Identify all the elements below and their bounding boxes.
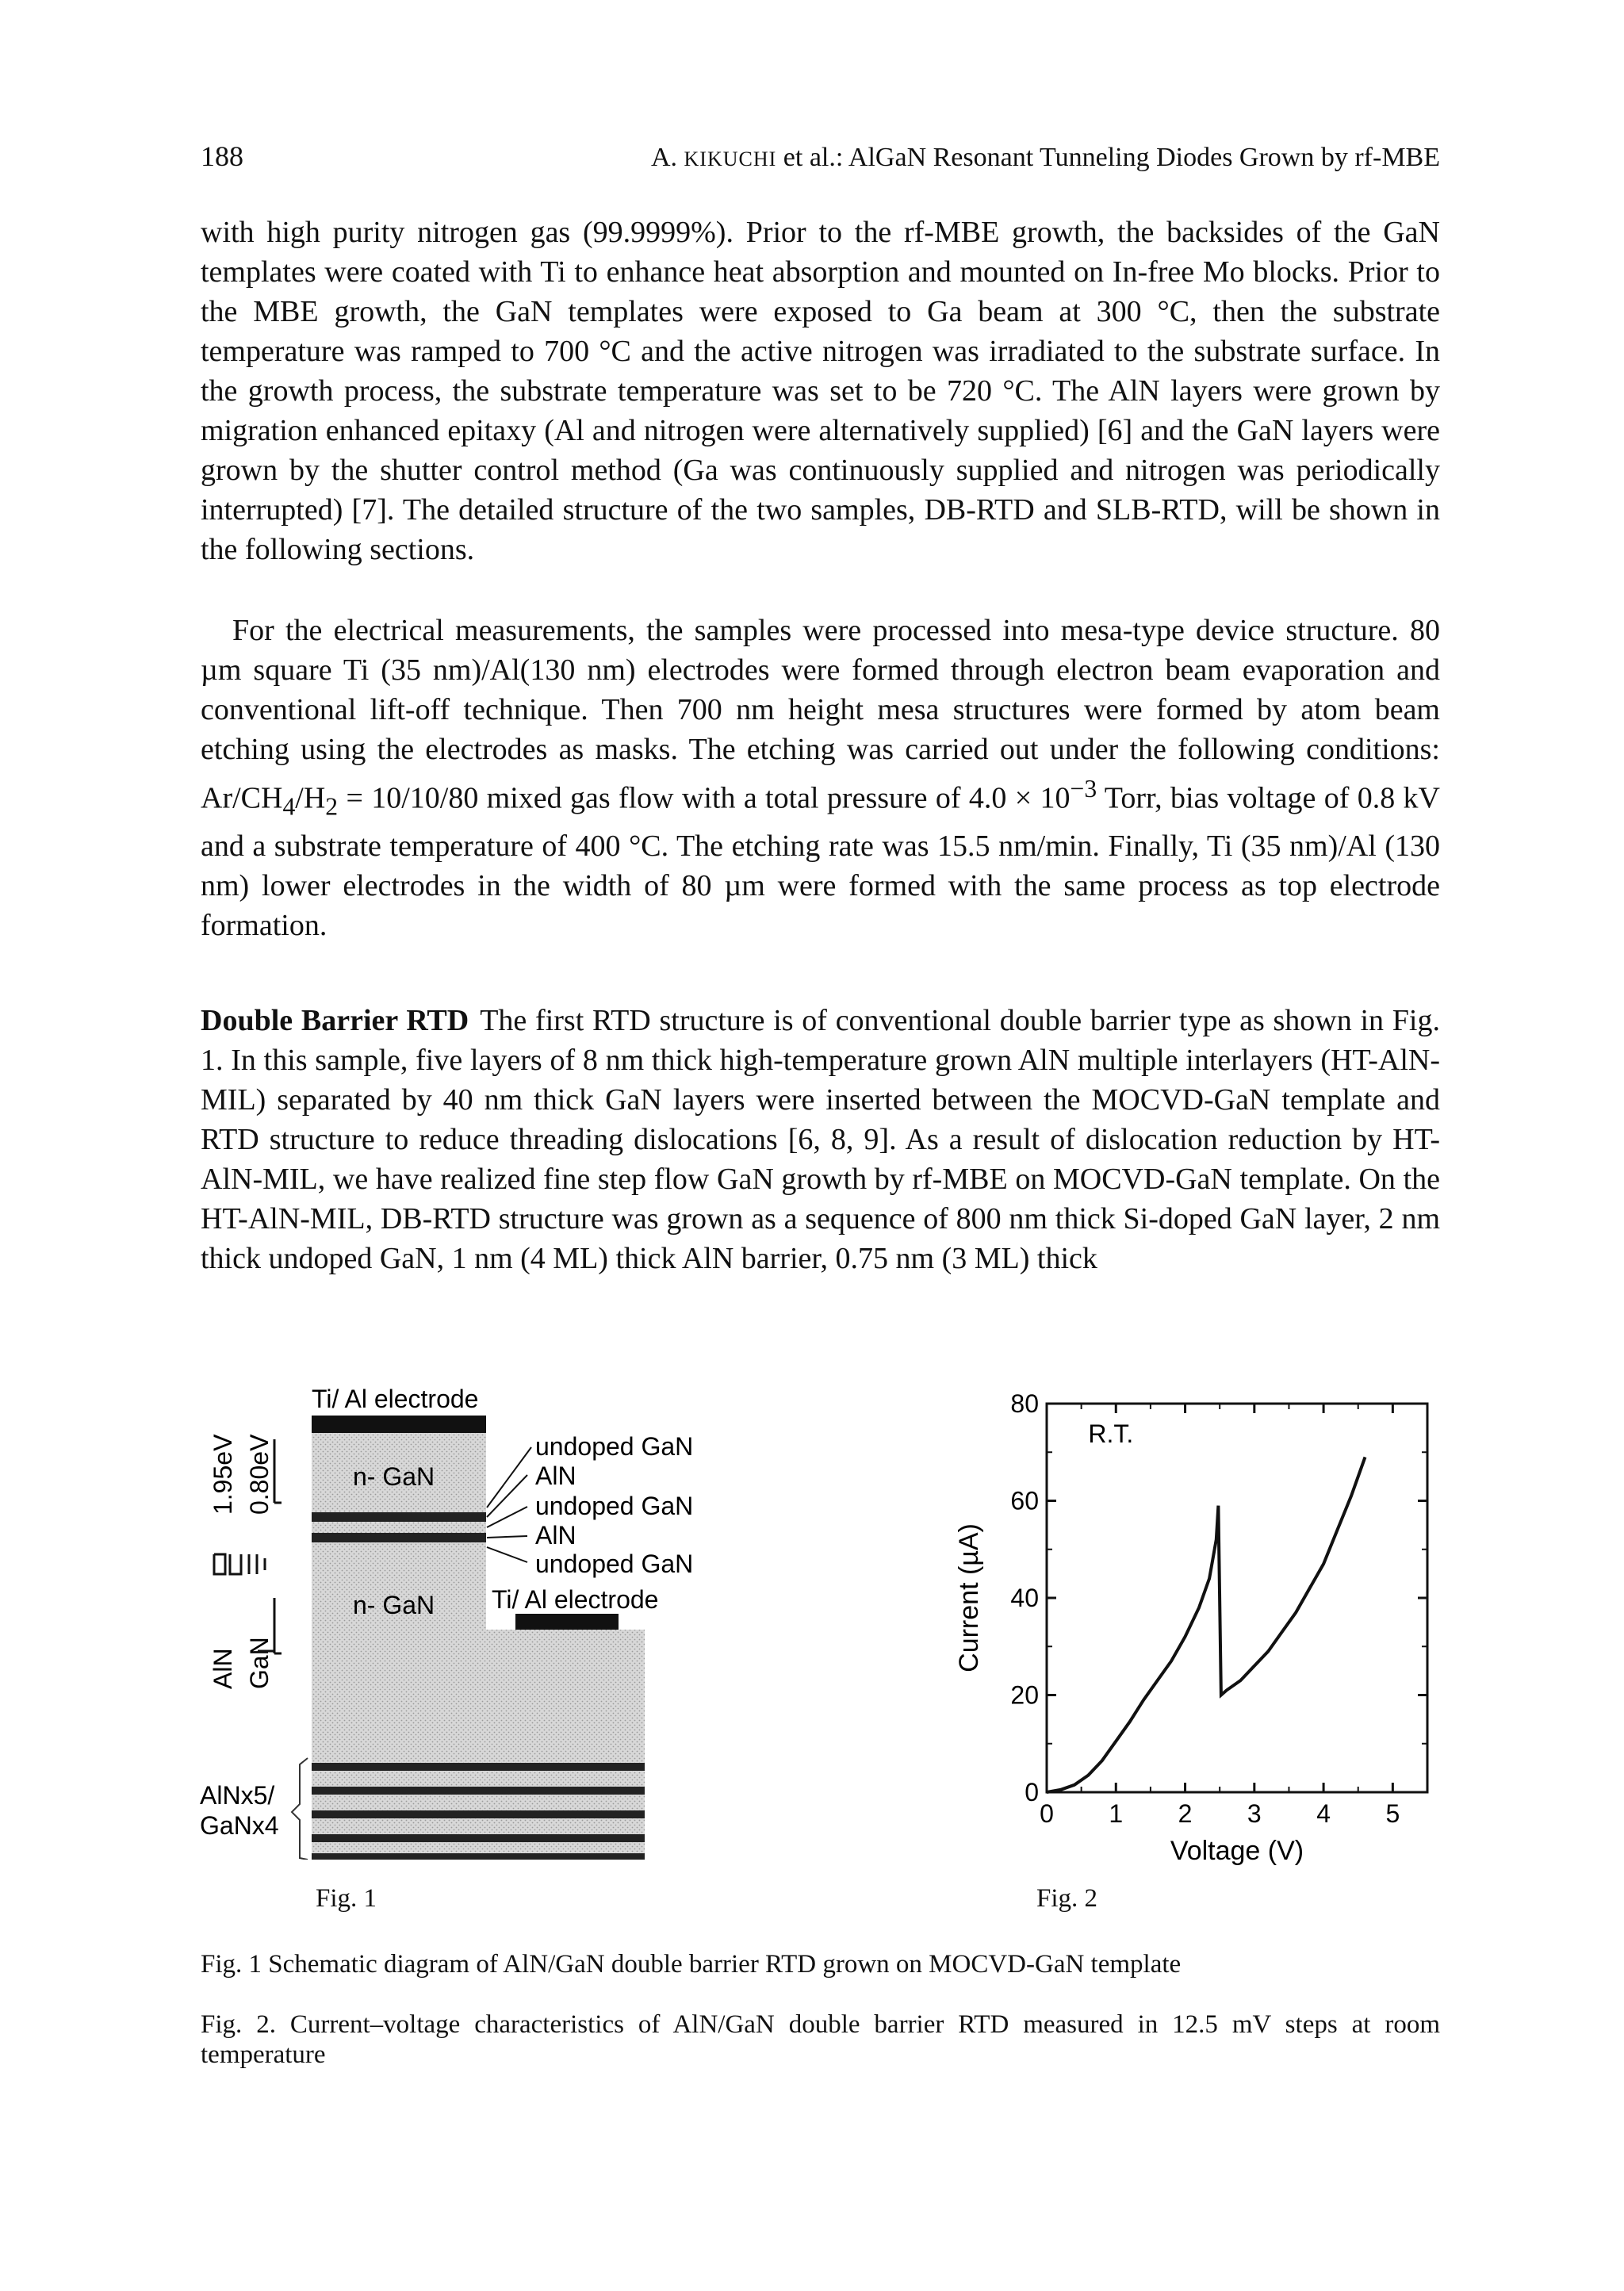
band-gap-label-1: 1.95eV: [209, 1434, 237, 1515]
para2-part3: = 10/10/80 mixed gas flow with a total pressure of 4.0 × 10: [338, 781, 1071, 815]
paragraph-text: [201, 611, 1440, 945]
running-head-initial: A.: [650, 143, 684, 172]
x-tick-label: 5: [1385, 1799, 1400, 1828]
figure-2-label: Fig. 2: [1036, 1884, 1098, 1913]
para2-sub2: 2: [325, 792, 339, 821]
bottom-electrode: [515, 1614, 619, 1630]
body-paragraph-3: [201, 1001, 1440, 1278]
y-tick-label: 60: [1010, 1486, 1039, 1515]
para2-part2: /H: [295, 781, 326, 815]
rtd-layer-stack: [312, 1503, 486, 1552]
iv-curve-line: [1047, 1457, 1365, 1792]
section-heading: Double Barrier RTD: [201, 1004, 469, 1037]
layer-leaders: [487, 1447, 531, 1562]
running-head: [651, 143, 1440, 173]
figure-2-chart: [948, 1384, 1463, 1883]
y-tick-label: 80: [1010, 1389, 1039, 1418]
running-head-title: et al.: AlGaN Resonant Tunneling Diodes Grown by rf-MBE: [776, 143, 1440, 172]
body-paragraph-1: [201, 213, 1440, 569]
band-material-label-2: GaN: [245, 1637, 274, 1689]
x-tick-label: 3: [1247, 1799, 1262, 1828]
band-material-label-1: AlN: [209, 1648, 237, 1689]
figure-2-caption: Fig. 2. Current–voltage characteristics of AlN/GaN double barrier RTD measured in 12.5 mV steps at room temperature: [201, 2010, 1440, 2069]
layer-label-4: AlN: [535, 1521, 576, 1550]
y-tick-label: 0: [1025, 1778, 1039, 1806]
y-tick-label: 40: [1010, 1584, 1039, 1612]
running-head-author: KIKUCHI: [684, 147, 777, 170]
mil-brace: [292, 1758, 308, 1860]
top-electrode: [312, 1416, 486, 1433]
band-gap-label-2: 0.80eV: [245, 1434, 274, 1515]
body-paragraph-2: [201, 611, 1440, 945]
x-axis-label: Voltage (V): [1170, 1836, 1304, 1866]
mil-label-1: AlNx5/: [200, 1781, 275, 1810]
lower-n-gan-label: n- GaN: [353, 1591, 435, 1619]
plot-frame: [1047, 1404, 1427, 1792]
paragraph-text: [201, 1001, 1440, 1278]
x-tick-label: 0: [1040, 1799, 1054, 1828]
lower-n-gan-layer: [312, 1552, 645, 1757]
x-tick-label: 1: [1109, 1799, 1124, 1828]
layer-label-2: AlN: [535, 1462, 576, 1490]
x-tick-label: 4: [1316, 1799, 1331, 1828]
figure-1-diagram: [198, 1384, 737, 1860]
x-tick-label: 2: [1178, 1799, 1193, 1828]
para2-part4: Torr, bias voltage of 0.8 kV and a substrate temperature of 400 °C. The etching rate was 15.5 nm/min. Finally, Ti (35 nm)/Al (130 nm) lower electrodes in the width of 80 µm were formed with the same process as top electrode formation.: [201, 781, 1440, 943]
bottom-electrode-label: Ti/ Al electrode: [492, 1585, 659, 1614]
para3-text: The first RTD structure is of conventional double barrier type as shown in Fig. 1. In this sample, five layers of 8 nm thick high-temperature grown AlN multiple interlayers (HT-AlN-MIL) separated by 40 nm thick GaN layers were inserted between the MOCVD-GaN template and RTD structure to reduce threading dislocations [6, 8, 9]. As a result of dislocation reduction by HT-AlN-MIL, we have realized fine step flow GaN growth by rf-MBE on MOCVD-GaN template. On the HT-AlN-MIL, DB-RTD structure was grown as a sequence of 800 nm thick Si-doped GaN layer, 2 nm thick undoped GaN, 1 nm (4 ML) thick AlN barrier, 0.75 nm (3 ML) thick: [201, 1004, 1440, 1275]
para2-sup1: −3: [1070, 775, 1097, 803]
upper-n-gan-label: n- GaN: [353, 1462, 435, 1491]
y-tick-label: 20: [1010, 1680, 1039, 1710]
layer-label-3: undoped GaN: [535, 1492, 694, 1520]
page-number: 188: [201, 140, 243, 172]
chart-annotation: R.T.: [1088, 1419, 1134, 1448]
para2-sub1: 4: [282, 792, 296, 821]
y-axis-label: Current (µA): [954, 1523, 984, 1672]
layer-label-5: undoped GaN: [535, 1550, 694, 1578]
layer-label-1: undoped GaN: [535, 1432, 694, 1461]
aln-gan-mil-stack: [312, 1757, 645, 1860]
mil-label-2: GaNx4: [200, 1811, 279, 1840]
figure-1-label: Fig. 1: [316, 1884, 377, 1913]
paragraph-text: with high purity nitrogen gas (99.9999%). Prior to the rf-MBE growth, the backsides of the GaN templates were coated with Ti to enhance heat absorption and mounted on In-free Mo blocks. Prior to the MBE growth, the GaN templates were exposed to Ga beam at 300 °C, then the substrate temperature was ramped to 700 °C and the active nitrogen was irradiated to the substrate surface. In the growth process, the substrate temperature was set to be 720 °C. The AlN layers were grown by migration enhanced epitaxy (Al and nitrogen were alternatively supplied) [6] and the GaN layers were grown by the shutter control method (Ga was continuously supplied and nitrogen was periodically interrupted) [7]. The detailed structure of the two samples, DB-RTD and SLB-RTD, will be shown in the following sections.: [201, 216, 1440, 566]
figure-1-caption: Fig. 1 Schematic diagram of AlN/GaN double barrier RTD grown on MOCVD-GaN template: [201, 1950, 1182, 1979]
top-electrode-label: Ti/ Al electrode: [312, 1385, 479, 1413]
para2-part1: For the electrical measurements, the samples were processed into mesa-type device structure. 80 µm square Ti (35 nm)/Al(130 nm) electrodes were formed through electron beam evaporation and conventional lift-off technique. Then 700 nm height mesa structures were formed by atom beam etching using the electrodes as masks. The etching was carried out under the following conditions: Ar/CH: [201, 614, 1440, 815]
